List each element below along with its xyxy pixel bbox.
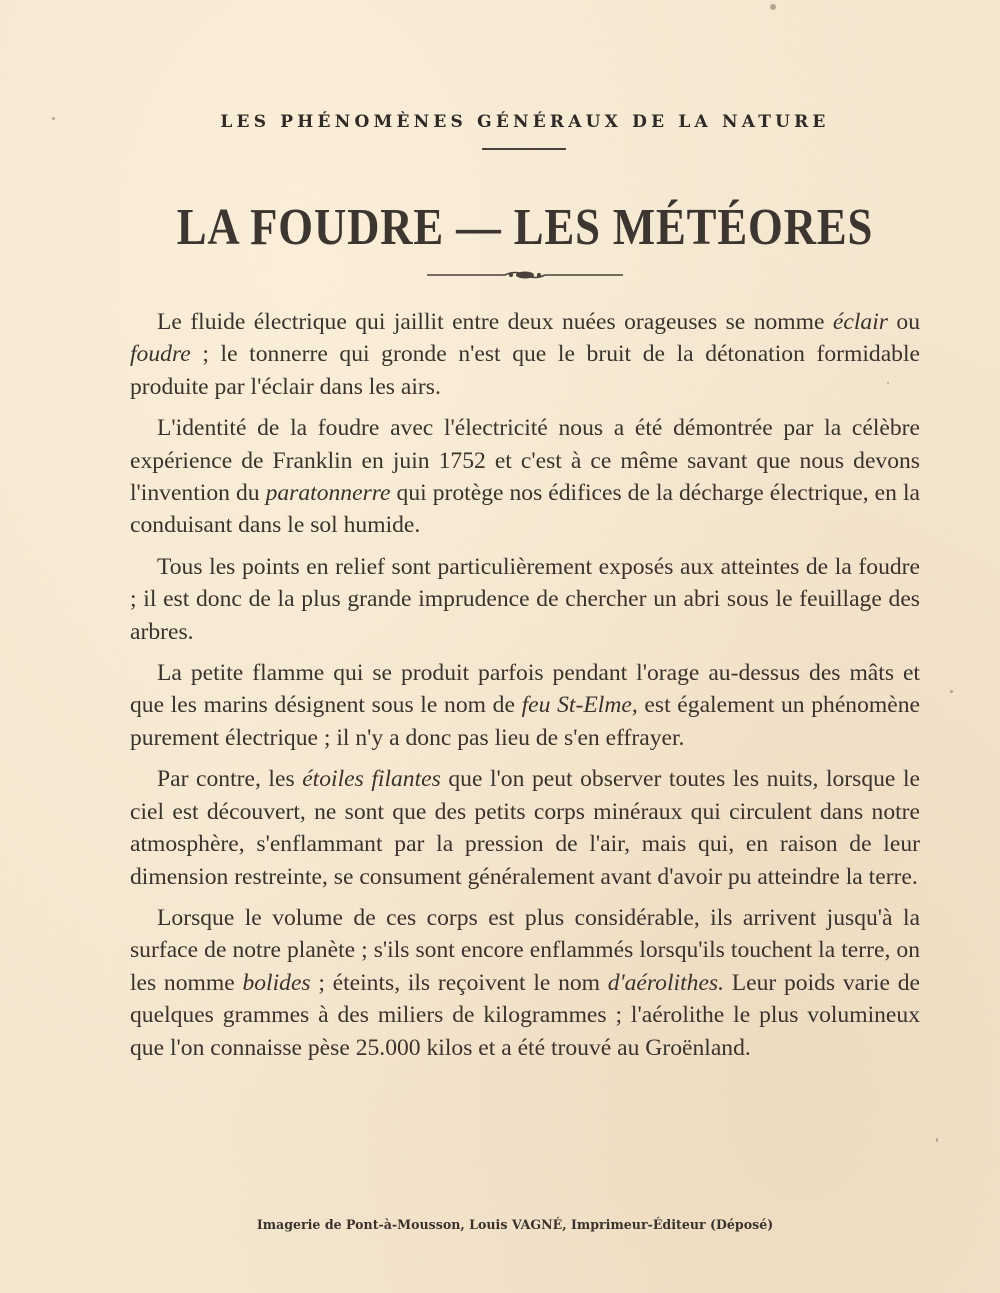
italic-term: d'aérolithes. <box>607 969 724 996</box>
text-run: Par contre, les <box>157 766 303 793</box>
ornament-divider <box>425 268 625 282</box>
text-run: ; éteints, ils reçoivent le nom <box>310 969 608 996</box>
text-run: , est également un phénomène purement électrique ; il n'y a donc pas lieu de s'en effrayer. <box>130 692 920 751</box>
text-run: ; le tonnerre qui gronde n'est que le bruit de la détonation formidable produite par l'éclair dans les airs. <box>130 341 920 400</box>
text-run: que l'on peut observer toutes les nuits, lorsque le ciel est découvert, ne sont que des petits corps minéraux qui circulent dans notre atmosphère, s'enflammant par la pression de l'air, mais qui, en raison de leur dimension restreinte, se consument généralement avant d'avoir pu atteindre la terre. <box>130 766 920 890</box>
text-run: Tous les points en relief sont particulièrement exposés aux atteintes de la foudre ; il est donc de la plus grande imprudence de chercher un abri sous le feuillage des arbres. <box>130 553 920 645</box>
italic-term: éclair <box>832 309 888 335</box>
header-rule <box>482 148 566 150</box>
text-run: Lorsque le volume de ces corps est plus considérable, ils arrivent jusqu'à la surface de notre planète ; s'ils sont encore enflammés lorsqu'ils touchent la terre, on les nomme <box>130 904 920 996</box>
paper-speck <box>950 690 953 693</box>
paper-speck <box>770 4 776 10</box>
italic-term: étoiles filantes <box>302 766 441 793</box>
italic-term: paratonnerre <box>265 480 391 507</box>
text-run: Le fluide électrique qui jaillit entre deux nuées orageuses se nomme <box>157 309 833 335</box>
paragraph-4 <box>130 657 920 754</box>
series-header: LES PHÉNOMÈNES GÉNÉRAUX DE LA NATURE <box>220 112 830 132</box>
paragraph-2 <box>130 412 920 542</box>
paper-speck <box>887 382 889 384</box>
text-run: ou <box>887 309 920 335</box>
text-run: La petite flamme qui se produit parfois pendant l'orage au-dessus des mâts et que les marins désignent sous le nom de <box>130 660 920 719</box>
text-run: L'identité de la foudre avec l'électricité nous a été démontrée par la célèbre expérience de Franklin en juin 1752 et c'est à ce même savant que nous devons l'invention du <box>130 415 920 507</box>
printer-imprint: Imagerie de Pont-à-Mousson, Louis VAGNÉ, Imprimeur-Éditeur (Déposé) <box>256 1217 774 1232</box>
paragraph-1 <box>130 306 920 403</box>
article-body <box>130 306 920 1073</box>
paragraph-5 <box>130 763 920 893</box>
paper-speck <box>936 1138 938 1142</box>
paragraph-3 <box>130 551 920 648</box>
text-run: qui protège nos édifices de la décharge électrique, en la conduisant dans le sol humide. <box>130 480 920 539</box>
paper-speck <box>52 117 55 120</box>
italic-term: bolides <box>242 969 311 996</box>
page-title: LA FOUDRE — LES MÉTÉORES <box>176 199 874 256</box>
italic-term: feu St-Elme <box>521 692 632 719</box>
italic-term: foudre <box>130 341 191 368</box>
paragraph-6 <box>130 902 920 1064</box>
text-run: Leur poids varie de quelques grammes à des miliers de kilogrammes ; l'aérolithe le plus volumineux que l'on connaisse pèse 25.000 kilos et a été trouvé au Groënland. <box>130 969 920 1061</box>
